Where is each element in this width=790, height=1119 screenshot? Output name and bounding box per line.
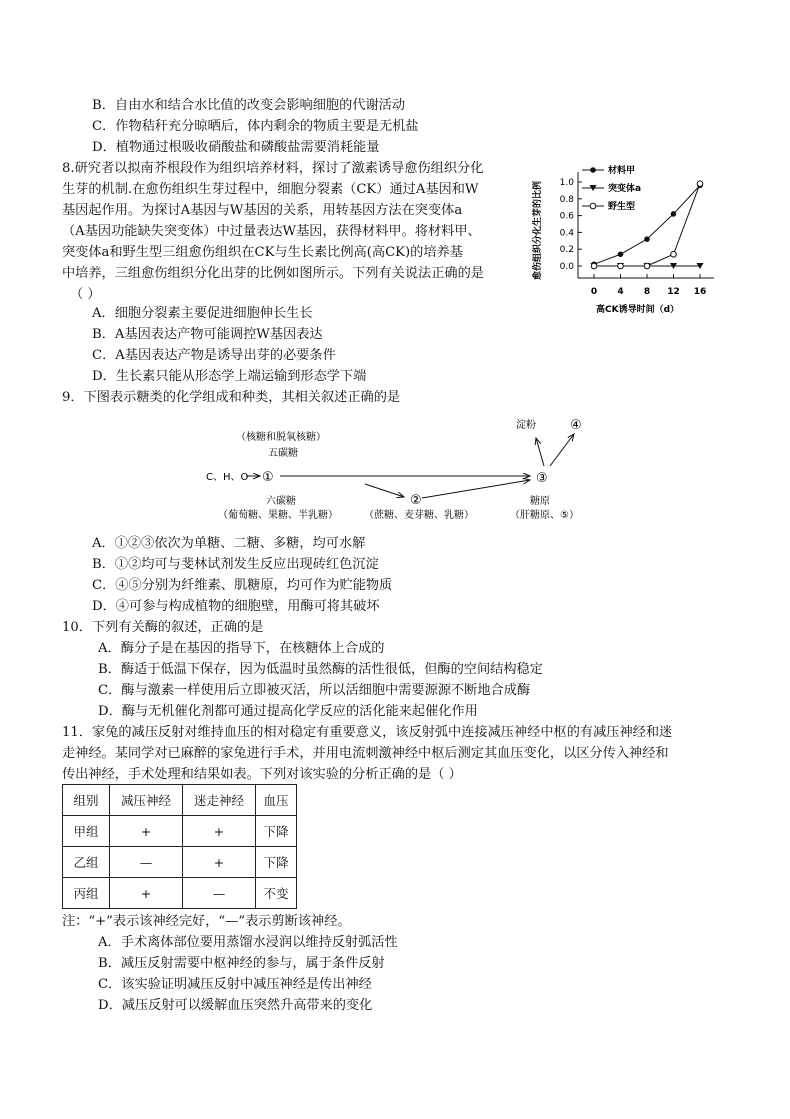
table-cell: 不变 [256,878,297,909]
q8-stem-line-2: 生芽的机制.在愈伤组织生芽过程中，细胞分裂素（CK）通过A基因和W [62,182,479,197]
q10-option-d: D．酶与无机催化剂都可通过提高化学反应的活化能来起催化作用 [98,704,478,719]
starch-label: 淀粉 [516,420,536,431]
q7-option-b: B．自由水和结合水比值的改变会影响细胞的代谢活动 [92,98,406,113]
table-cell: + [110,878,183,909]
q8-option-b: B．A基因表达产物可能调控W基因表达 [92,327,323,342]
q10-option-c: C．酶与激素一样使用后立即被灭活，所以活细胞中需要源源不断地合成酶 [98,683,531,698]
legend-marker-wild [590,203,596,209]
table-cell: 乙组 [63,847,110,878]
q8-stem-line-1: 8.研究者以拟南芥根段作为组织培养材料，探讨了激素诱导愈伤组织分化 [62,161,484,176]
table-header: 组别 [63,785,110,816]
q8-option-a: A．细胞分裂素主要促进细胞伸长生长 [92,306,313,321]
q11-stem-line-1: 11．家兔的减压反射对维持血压的相对稳定有重要意义，该反射弧中连接减压神经中枢的有减压神经和迷 [62,725,673,740]
y-tick-label: 0.6 [559,211,574,222]
q7-option-d: D．植物通过根吸收硝酸盐和磷酸盐需要消耗能量 [92,140,380,155]
q8-chart [524,158,724,318]
q9-sugar-diagram [190,412,610,524]
table-header: 迷走神经 [183,785,256,816]
node-3: ③ [536,471,548,486]
chart-ylabel: 愈伤组织分化生芽的比例 [533,180,543,280]
table-row [63,847,297,878]
x-tick-label: 16 [693,287,707,297]
q8-stem-line-4: （A基因功能缺失突变体）中过量表达W基因，获得材料甲。将材料甲、 [62,224,481,239]
q9-option-b: B．①②均可与斐林试剂发生反应出现砖红色沉淀 [92,557,379,572]
data-point-series-2 [644,263,650,269]
q9-stem: 9．下图表示糖类的化学组成和种类，其相关叙述正确的是 [62,390,401,405]
q9-option-a: A．①②③依次为单糖、二糖、多糖，均可水解 [92,536,366,551]
series-line-2 [594,184,700,266]
arrow-2-to-3 [422,480,530,498]
table-cell: 丙组 [63,878,110,909]
table-cell: + [110,816,183,847]
node-4: ④ [570,418,582,433]
q8-stem-line-6: 中培养，三组愈伤组织分化出芽的比例如图所示。下列有关说法正确的是 [62,266,484,281]
q11-stem-line-3: 传出神经，手术处理和结果如表。下列对该实验的分析正确的是（ ） [62,767,462,782]
y-tick-label: 1.0 [559,178,574,188]
data-point-series-0 [644,236,650,242]
q9-option-d: D．④可参与构成植物的细胞壁，用酶可将其破坏 [92,599,380,614]
legend-label-jia: 材料甲 [608,166,636,176]
data-point-series-2 [671,251,677,257]
glycogen-label: 糖原 [530,496,550,507]
data-point-series-2 [618,263,624,269]
y-tick-label: 0.4 [559,228,574,239]
q10-stem: 10．下列有关酶的叙述，正确的是 [62,620,264,635]
q11-stem-line-2: 走神经。某同学对已麻醉的家兔进行手术，并用电流刺激神经中枢后测定其血压变化，以区分传入神经和 [62,746,669,761]
table-row [63,816,297,847]
q10-option-a: A．酶分子是在基因的指导下，在核糖体上合成的 [98,641,385,656]
y-tick-label: 0.8 [559,194,574,205]
x-tick-label: 0 [590,287,598,297]
q9-option-c: C．④⑤分别为纤维素、肌糖原，均可作为贮能物质 [92,578,393,593]
glycogen-note: （肝糖原、⑤） [510,510,579,521]
elements-label: C、H、O [206,472,249,483]
q7-option-c: C．作物秸秆充分晾晒后，体内剩余的物质主要是无机盐 [92,119,419,134]
table-cell: 下降 [256,816,297,847]
table-cell: — [110,847,183,878]
table-cell: 下降 [256,847,297,878]
q11-option-c: C．该实验证明减压反射中减压神经是传出神经 [98,977,372,992]
disaccharide-note: （蔗糖、麦芽糖、乳糖） [364,510,474,521]
hexose-label: 六碳糖 [266,496,296,507]
data-point-series-0 [618,251,624,257]
hexose-note: （葡萄糖、果糖、半乳糖） [218,510,338,521]
arrow-to-2 [365,484,404,497]
q8-option-d: D．生长素只能从形态学上端运输到形态学下端 [92,369,367,384]
table-header: 减压神经 [110,785,183,816]
q11-option-b: B．减压反射需要中枢神经的参与，属于条件反射 [98,956,385,971]
node-2: ② [410,493,422,508]
chart-xlabel: 高CK诱导时间（d） [596,305,680,315]
pentose-note: （核糖和脱氧核糖） [236,432,326,443]
table-row [63,878,297,909]
y-tick-label: 0.2 [559,245,574,256]
q11-option-a: A．手术离体部位要用蒸馏水浸润以维持反射弧活性 [98,935,398,950]
table-cell: + [183,816,256,847]
chart-legend [582,164,641,212]
legend-label-mutant: 突变体a [608,184,642,194]
q8-answer-bracket: （ ） [70,287,101,302]
table-cell: — [183,878,256,909]
q8-option-c: C．A基因表达产物是诱导出芽的必要条件 [92,348,336,363]
data-point-series-0 [671,211,677,217]
table-cell: 甲组 [63,816,110,847]
legend-label-wild: 野生型 [608,202,636,212]
pentose-label: 五碳糖 [268,448,298,459]
q11-option-d: D．减压反射可以缓解血压突然升高带来的变化 [98,998,373,1013]
q11-table-note: 注：“+”表示该神经完好，“—”表示剪断该神经。 [62,914,351,929]
table-header-row [63,785,297,816]
x-tick-label: 12 [667,287,680,297]
data-point-series-2 [591,263,597,269]
x-tick-label: 8 [643,287,651,297]
data-point-series-2 [697,181,703,187]
q10-option-b: B．酶适于低温下保存，因为低温时虽然酶的活性很低，但酶的空间结构稳定 [98,662,543,677]
x-tick-label: 4 [617,287,624,297]
q8-stem-line-5: 突变体a和野生型三组愈伤组织在CK与生长素比例高(高CK)的培养基 [62,245,463,260]
table-header: 血压 [256,785,297,816]
table-cell: + [183,847,256,878]
node-1: ① [262,470,274,485]
y-tick-label: 0.0 [559,262,574,272]
q8-stem-line-3: 基因起作用。为探讨A基因与W基因的关系，用转基因方法在突变体a [62,203,463,218]
q11-result-table [62,784,297,909]
legend-marker-jia [590,167,596,173]
